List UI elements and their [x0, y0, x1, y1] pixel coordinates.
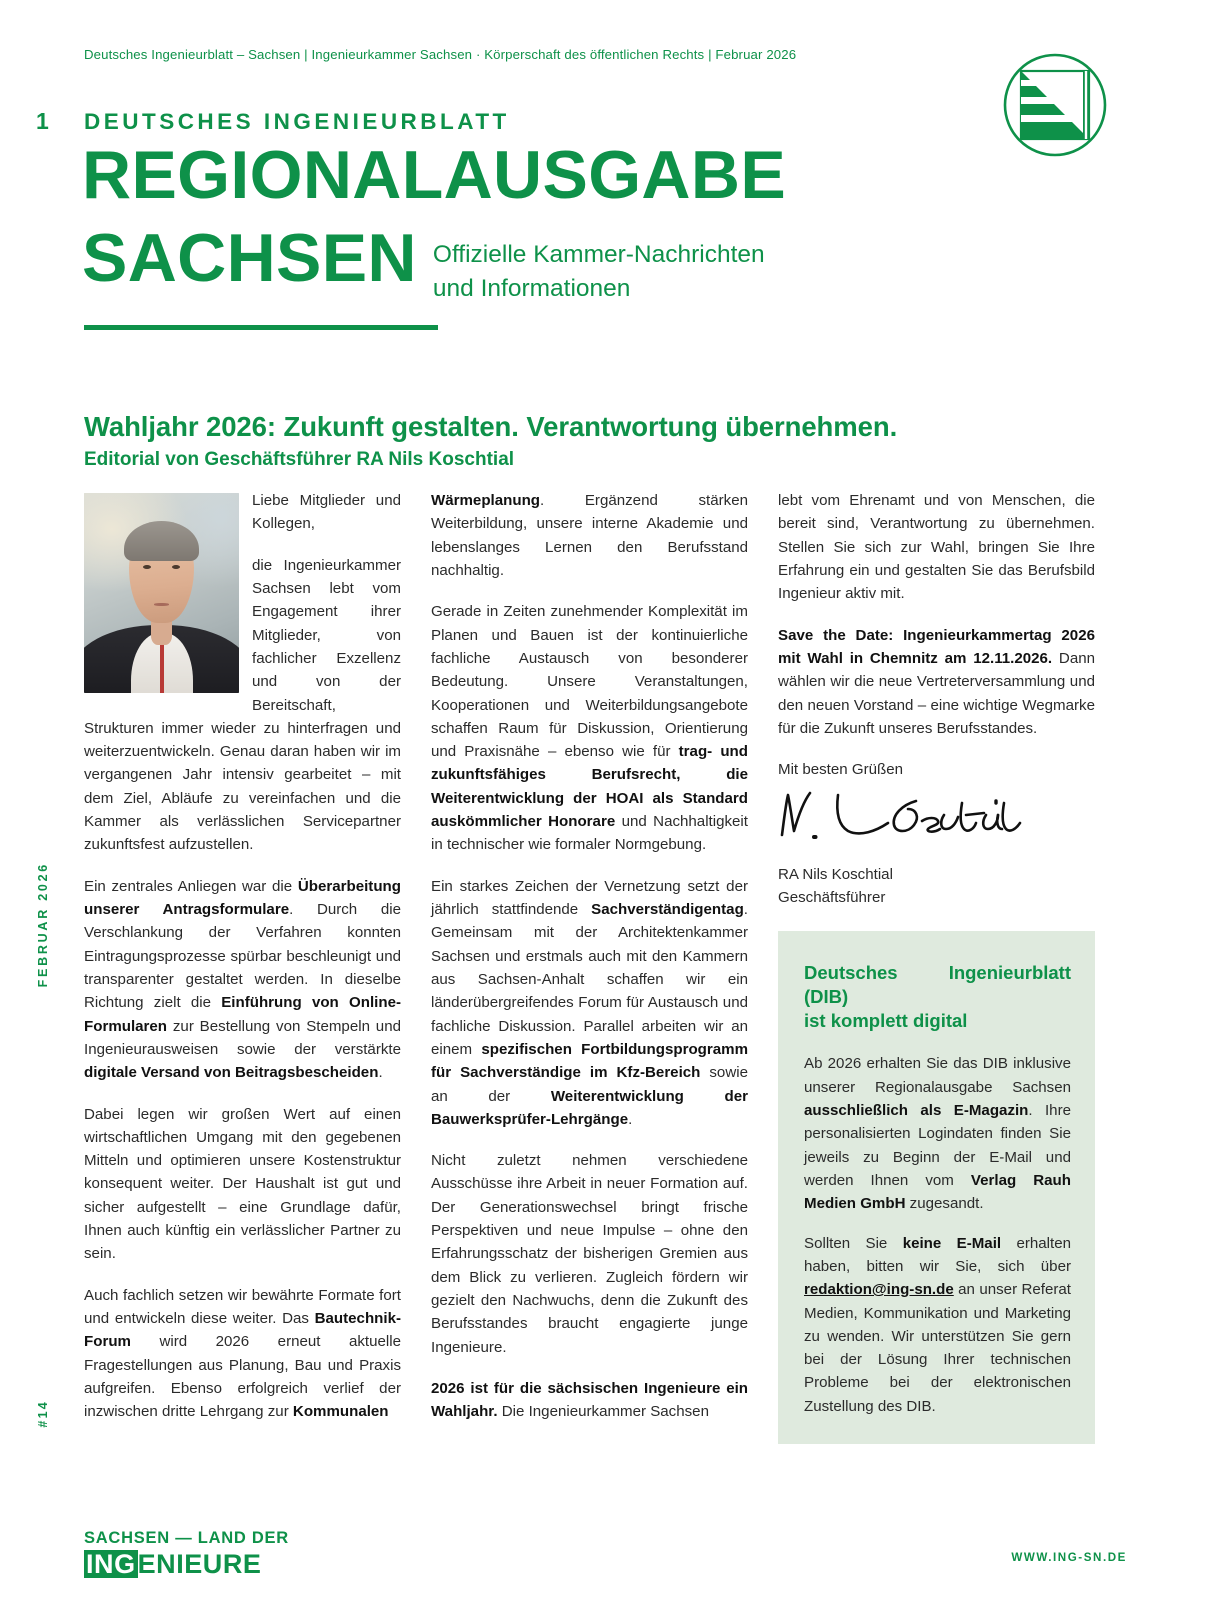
masthead-kicker [36, 108, 510, 135]
text-run-bold: trag- und zukunftsfähiges Berufsrecht, die Weiterentwicklung der HOAI als Standard auskömmlicher Honorare [431, 743, 748, 831]
text-run-bold: Save the Date: Ingenieurkammertag 2026 mit Wahl in Chemnitz am 12.11.2026. [778, 626, 1095, 667]
paragraph [778, 624, 1095, 741]
paragraph [431, 489, 748, 582]
footer-logo-ing: ING [86, 1548, 136, 1579]
masthead-title-line2: SACHSEN [82, 220, 417, 296]
text-run: . Gemeinsam mit der Architektenkammer Sachsen und erstmals auch mit den Kammern aus Sachsen-Anhalt schaffen wir ein länderübergreifendes Forum für Austausch und fachliche Diskussion. Parallel arbeiten wir an einem [431, 901, 748, 1058]
text-run: RA Nils Koschtial [778, 865, 893, 883]
article-title: Wahljahr 2026: Zukunft gestalten. Verantwortung übernehmen. [84, 411, 898, 442]
author-role [778, 886, 1095, 909]
page-number-kicker: 1 [36, 108, 49, 134]
text-run: Gerade in Zeiten zunehmender Komplexität im Planen und Bauen ist der kontinuierliche fachliche Austausch von besonderer Bedeutung. Unsere Veranstaltungen, Kooperationen und Weiterbildungsangebote schaffen Raum für Diskussion, Orientierung und Praxisnähe – ebenso wie für [431, 603, 748, 761]
text-run-bold: Einführung von Online-Formularen [84, 994, 401, 1035]
masthead-subtitle-line2: und Informationen [432, 274, 631, 302]
text-run: an unser Referat Medien, Kommunikation und Marketing zu wenden. Wir unterstützen Sie gern bei der Lösung Ihrer technischen Probleme bei der elektronischen Zustellung des DIB. [804, 1281, 1071, 1415]
text-run-bold: Bautechnik-Forum [84, 1310, 401, 1351]
text-run-bold: digitale Versand von Beitragsbescheiden [84, 1064, 379, 1082]
text-run: Ab 2026 erhalten Sie das DIB inklusive unserer Regionalausgabe Sachsen [804, 1055, 1071, 1096]
text-run-bold: spezifischen Fortbildungsprogramm für Sachverständige im Kfz-Bereich [431, 1040, 748, 1082]
paragraph [778, 489, 1095, 606]
paragraph [84, 875, 401, 1085]
text-run-bold: Sachverständigentag [591, 901, 744, 918]
masthead-title-line1: REGIONALAUSGABE [82, 137, 787, 213]
text-run: Sollten Sie [804, 1234, 903, 1252]
text-run: . Durch die Verschlankung der Verfahren konnten Eintragungsprozesse spürbar beschleunigt und transparenter gestaltet werden. In dieselbe Richtung zielt die [84, 901, 401, 1012]
text-run: . Ihre personalisierten Logindaten finden Sie jeweils zu Beginn der E-Mail und werden Ihnen vom [804, 1102, 1071, 1189]
masthead-subtitle [433, 226, 765, 306]
text-run: Die Ingenieurkammer Sachsen [497, 1403, 709, 1421]
footer-logo-line2 [84, 1550, 289, 1578]
text-run: zur Bestellung von Stempeln und Ingenieurausweisen sowie der verstärkte [84, 1017, 401, 1058]
sidebar-page-number: #14 [36, 1400, 50, 1428]
text-column-2 [431, 489, 748, 1444]
footer-logo-rest: ENIEURE [137, 1548, 262, 1579]
closing-salutation [778, 758, 1095, 781]
text-run: . Ergänzend stärken Weiterbildung, unsere interne Akademie und lebenslanges Lernen den Berufsstand nachhaltig. [431, 492, 748, 579]
text-column-3 [778, 489, 1095, 1444]
article-body-columns [84, 489, 1096, 1444]
text-run: Liebe Mitglieder und Kollegen, [252, 492, 401, 533]
text-run-bold: 2026 ist für die sächsischen Ingenieure ein Wahljahr. [431, 1379, 748, 1421]
text-run: . [628, 1110, 633, 1128]
info-box-dib-digital [778, 931, 1095, 1444]
text-run: Ein zentrales Anliegen war die [84, 877, 298, 895]
text-run: Ein starkes Zeichen der Vernetzung setzt der jährlich stattfindende [431, 877, 748, 918]
text-run: und Nachhaltigkeit in technischer wie formaler Normgebung. [431, 813, 748, 854]
article-header [84, 410, 1084, 472]
email-link[interactable]: redaktion@ing-sn.de [804, 1281, 954, 1299]
author-signature-image [774, 785, 1095, 856]
text-run: Dabei legen wir großen Wert auf einen wirtschaftlichen Umgang mit den gegebenen Mitteln und optimieren unsere Kostenstruktur konsequent weiter. Der Haushalt ist gut und sicher aufgestellt – eine Grundlage dafür, Ihnen auch künftig ein verlässlicher Partner zu sein. [84, 1105, 401, 1263]
info-box-heading-line2: ist komplett digital [804, 1009, 968, 1031]
masthead-divider-rule [84, 325, 438, 330]
paragraph [431, 1149, 748, 1359]
info-box-heading-line1: Deutsches Ingenieurblatt (DIB) [804, 962, 1071, 1008]
text-run-bold: keine E-Mail [902, 1234, 1002, 1252]
text-run: wird 2026 erneut aktuelle Fragestellungen aus Planung, Bau und Praxis aufgreifen. Ebenso erfolgreich verlief der inzwischen dritte Lehrgang zur [84, 1333, 401, 1421]
masthead-issue-line: Deutsches Ingenieurblatt – Sachsen | Ingenieurkammer Sachsen · Körperschaft des öffentlichen Rechts | Februar 2026 [84, 47, 797, 62]
text-run-bold: Weiterentwicklung der Bauwerksprüfer-Lehrgänge [431, 1087, 748, 1128]
text-run-bold: Überarbeitung unserer Antragsformulare [84, 877, 401, 918]
text-run: erhalten haben, bitten wir Sie, sich über [804, 1234, 1071, 1275]
text-run: Auch fachlich setzen wir bewährte Formate fort und entwickeln diese weiter. Das [84, 1286, 401, 1327]
text-run: Dann wählen wir die neue Vertreterversammlung und den neuen Vorstand – eine wichtige Wegmarke für die Zukunft unseres Berufsstandes. [778, 649, 1095, 737]
text-column-1 [84, 489, 401, 1444]
paragraph [84, 1284, 401, 1424]
publication-name: DEUTSCHES INGENIEURBLATT [84, 109, 510, 134]
masthead-subtitle-line1: Offizielle Kammer-Nachrichten [432, 241, 765, 268]
text-run: Nicht zuletzt nehmen verschiedene Ausschüsse ihre Arbeit in neuer Formation auf. Der Generationswechsel bringt frische Perspektiven und neue Impulse – ohne den Erfahrungsschatz der bisherigen Gremien aus dem Blick zu verlieren. Zugleich fördern wir gezielt den Nachwuchs, denn die Zukunft des Berufsstandes braucht engagierte junge Ingenieure. [431, 1152, 748, 1356]
text-run-bold: ausschließlich als E-Magazin [804, 1102, 1029, 1120]
text-run: lebt vom Ehrenamt und von Menschen, die bereit sind, Verantwortung zu übernehmen. Stellen Sie sich zur Wahl, bringen Sie Ihre Erfahrung ein und gestalten Sie das Berufsbild Ingenieur aktiv mit. [778, 492, 1095, 603]
text-run-bold: Wärmeplanung [431, 492, 541, 509]
text-run-bold: Kommunalen [292, 1403, 389, 1421]
author-portrait-photo [84, 493, 239, 693]
paragraph [431, 600, 748, 856]
paragraph [804, 1232, 1071, 1419]
paragraph [431, 1377, 748, 1424]
text-run: Mit besten Grüßen [778, 761, 903, 779]
sidebar-issue-date: FEBRUAR 2026 [36, 862, 50, 988]
ingenieurkammer-sachsen-logo [1002, 52, 1108, 158]
footer-campaign-logo [84, 1529, 289, 1578]
paragraph [804, 1052, 1071, 1215]
text-run: die Ingenieurkammer Sachsen lebt vom Engagement ihrer Mitglieder, von fachlicher Exzellenz und von der Bereitschaft, Strukturen immer wieder zu hinterfragen und weiterzuentwickeln. Genau daran haben wir im vergangenen Jahr intensiv gearbeitet – mit dem Ziel, Abläufe zu vereinfachen und die Kammer als verlässlichen Servicepartner zukunftsfest aufzustellen. [84, 556, 401, 854]
text-run: sowie an der [431, 1064, 748, 1105]
author-name [778, 863, 1095, 886]
paragraph [84, 1103, 401, 1266]
footer-website-url[interactable]: WWW.ING-SN.DE [1011, 1551, 1127, 1564]
masthead-title-line2-row [82, 220, 765, 306]
info-box-heading [804, 961, 1071, 1032]
text-run-bold: Verlag Rauh Medien GmbH [804, 1171, 1071, 1213]
footer-logo-line1: SACHSEN — LAND DER [84, 1529, 289, 1547]
article-subtitle: Editorial von Geschäftsführer RA Nils Koschtial [84, 449, 515, 470]
text-run: zugesandt. [905, 1195, 984, 1213]
text-run: . [378, 1064, 383, 1082]
paragraph [431, 875, 748, 1131]
text-run: Geschäftsführer [778, 889, 886, 907]
